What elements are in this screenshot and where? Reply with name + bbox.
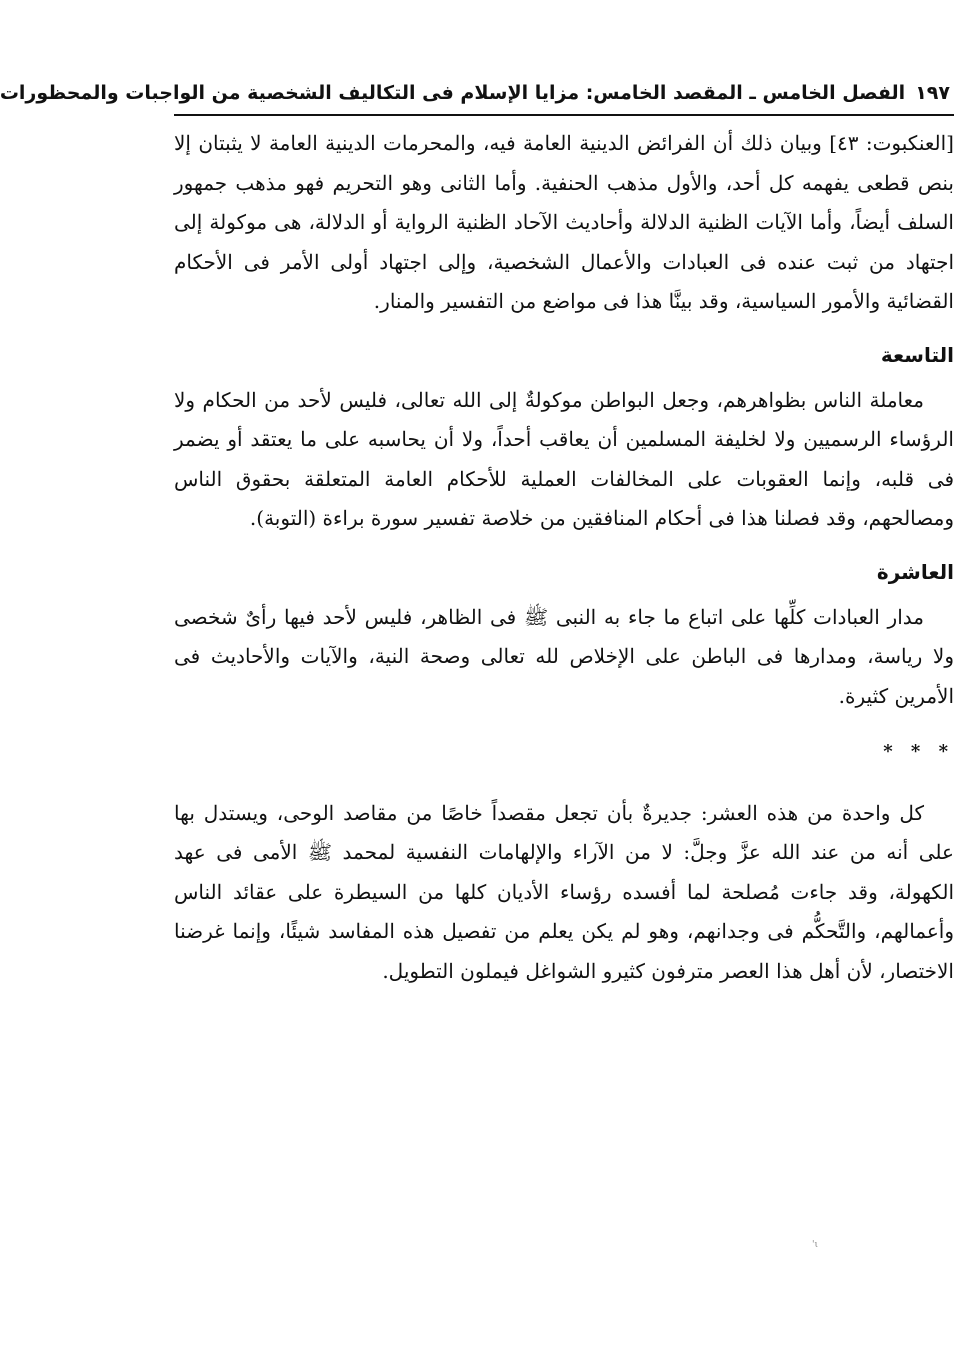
running-header (0, 78, 954, 116)
section-tenth-text: مدار العبادات كلِّها على اتباع ما جاء به النبى ﷺ فى الظاهر، فليس لأحد فيها رأىٌ شخصى ولا رياسة، ومدارها فى الباطن على الإخلاص لله تعالى وصحة النية، والآيات والأحاديث فى الأمرين كثيرة. (174, 604, 954, 708)
page-number: ١٩٧ (915, 82, 950, 104)
section-separator: * * * (883, 741, 954, 762)
body-text (174, 124, 954, 991)
section-heading-ninth: التاسعة (880, 342, 954, 367)
book-page (0, 78, 954, 991)
chapter-title: الفصل الخامس ـ المقصد الخامس: مزايا الإسلام فى التكاليف الشخصية من الواجبات والمحظورات (0, 82, 906, 104)
section-ninth-text: معاملة الناس بظواهرهم، وجعل البواطن موكولةٌ إلى الله تعالى، فليس لأحد من الحكام ولا الرؤساء الرسميين ولا لخليفة المسلمين أن يعاقب أحداً، ولا أن يحاسبه على ما يعتقد أو يضمر فى قلبه، وإنما العقوبات على المخالفات العملية للأحكام العامة المتعلقة بحقوق الناس ومصالحهم، وقد فصلنا هذا فى أحكام المنافقين من خلاصة تفسير سورة براءة (التوبة). (174, 387, 954, 530)
stray-ink-mark: ι' (812, 1240, 819, 1250)
intro-paragraph: [العنكبوت: ٤٣] وبيان ذلك أن الفرائض الدينية العامة فيه، والمحرمات الدينية العامة لا يثبتان إلا بنص قطعى يفهمه كل أحد، والأول مذهب الحنفية. وأما الثانى وهو التحريم فهو مذهب جمهور السلف أيضاً، وأما الآيات الظنية الدلالة وأحاديث الآحاد الظنية الرواية أو الدلالة، هى موكولة إلى اجتهاد من ثبت عنده فى العبادات والأعمال الشخصية، وإلى اجتهاد أولى الأمر فى الأحكام القضائية والأمور السياسية، وقد بينَّا هذا فى مواضع من التفسير والمنار. (174, 131, 954, 313)
closing-paragraph: كل واحدة من هذه العشر: جديرةٌ بأن تجعل مقصداً خاصًا من مقاصد الوحى، ويستدل بها على أنه من عند الله عزَّ وجلَّ: لا من الآراء والإلهامات النفسية لمحمد ﷺ الأمى فى عهد الكهولة، وقد جاءت مُصلحة لما أفسده رؤساء الأديان كلها من السيطرة على عقائد الناس وأعمالهم، والتَّحكُّم فى وجدانهم، وهو لم يكن يعلم من تفصيل هذه المفاسد شيئًا، وإنما غرضنا الاختصار، لأن أهل هذا العصر مترفون كثيرو الشواغل فيملون التطويل. (174, 800, 954, 983)
section-heading-tenth: العاشرة (876, 559, 954, 584)
